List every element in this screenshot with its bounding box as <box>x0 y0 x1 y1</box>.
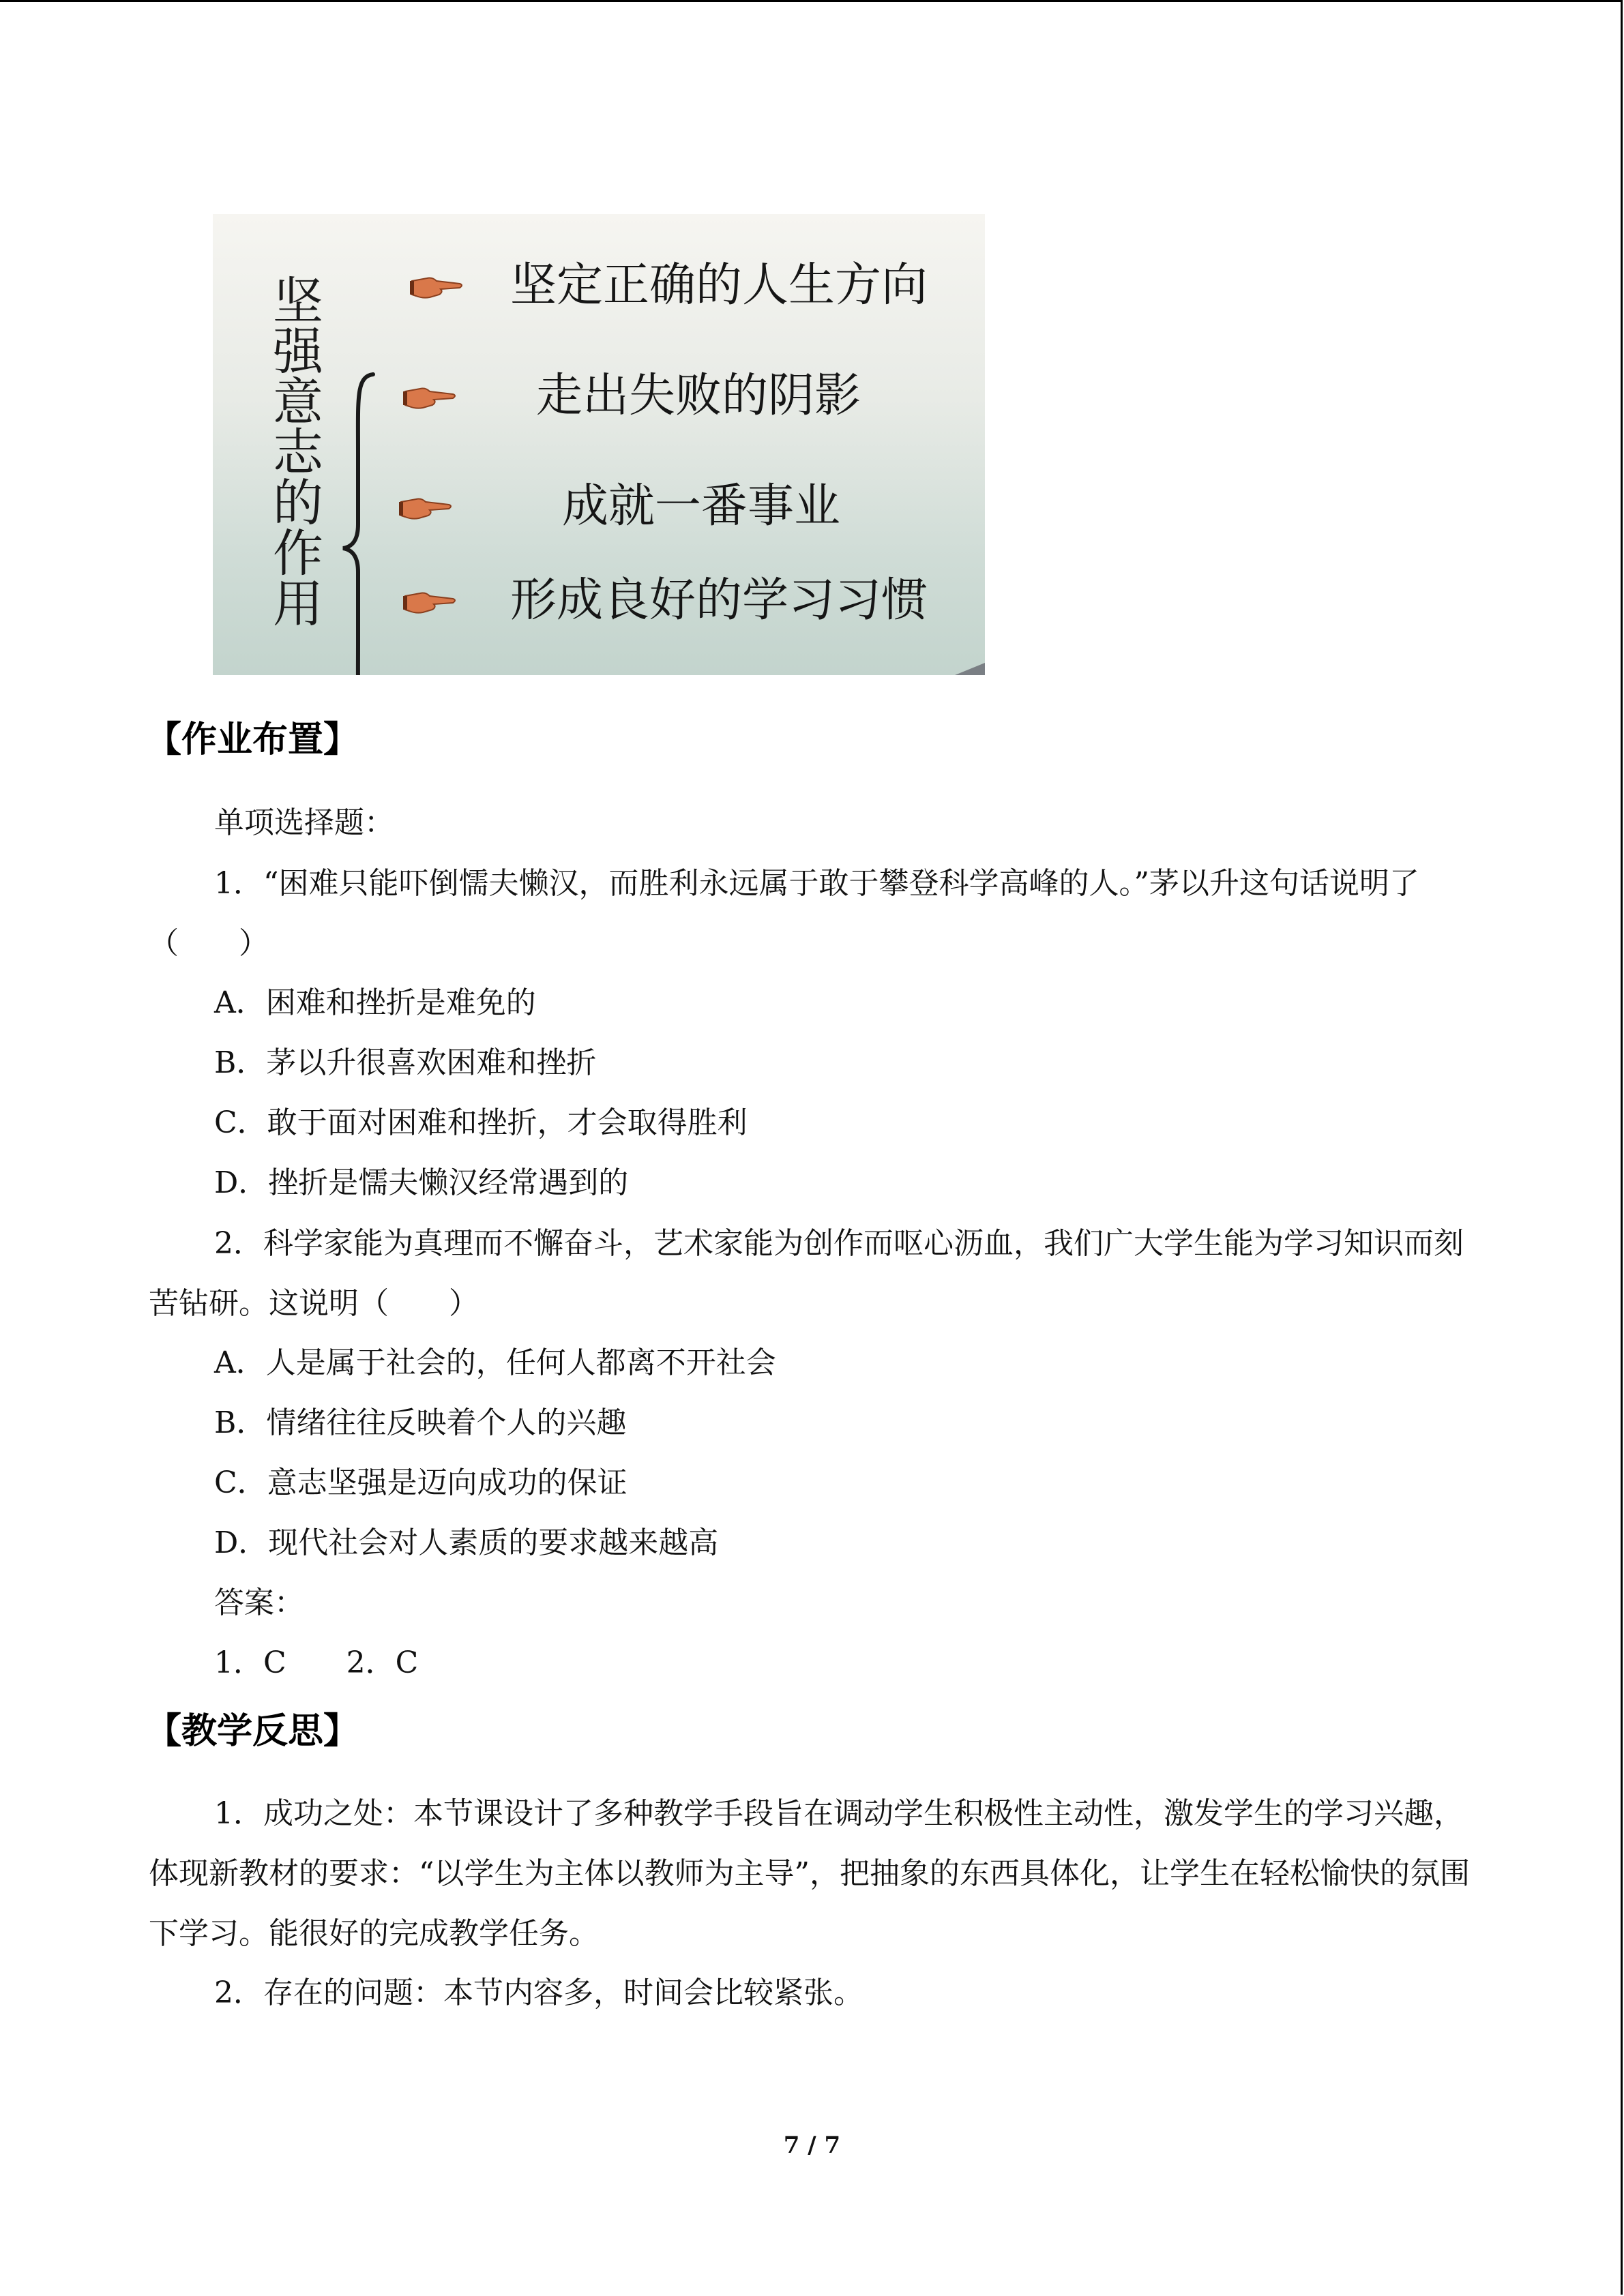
reflection-paragraph-2: 2．存在的问题：本节内容多，时间会比较紧张。 <box>214 1976 863 2010</box>
reflection-heading: 【教学反思】 <box>146 1711 359 1752</box>
question-2-stem: 2．科学家能为真理而不懈奋斗，艺术家能为创作而呕心沥血，我们广大学生能为学习知识而刻苦钻研。这说明（ ） <box>149 1226 1464 1321</box>
homework-intro: 单项选择题： <box>214 805 394 840</box>
question-1-option-d: D．挫折是懦夫懒汉经常遇到的 <box>214 1165 629 1200</box>
figure-item-4 <box>213 570 985 631</box>
figure-corner <box>955 663 985 675</box>
pointing-hand-icon <box>402 385 457 412</box>
question-1-option-b: B．茅以升很喜欢困难和挫折 <box>214 1045 597 1080</box>
pointing-hand-icon <box>409 274 464 301</box>
figure-item-3 <box>213 476 985 537</box>
pointing-hand-icon <box>402 589 457 616</box>
question-1-stem: 1．“困难只能吓倒懦夫懒汉，而胜利永远属于敢于攀登科学高峰的人。”茅以升这句话说明了（ ） <box>149 866 1419 961</box>
slide-figure <box>213 214 985 675</box>
figure-item-text: 形成良好的学习习惯 <box>510 573 928 627</box>
figure-item-text: 走出失败的阴影 <box>536 369 861 423</box>
figure-item-1 <box>213 255 985 316</box>
figure-item-text: 坚定正确的人生方向 <box>510 258 928 312</box>
figure-item-2 <box>213 366 985 427</box>
question-2-option-d: D．现代社会对人素质的要求越来越高 <box>214 1525 719 1560</box>
question-2-option-c: C．意志坚强是迈向成功的保证 <box>214 1465 628 1500</box>
figure-item-text: 成就一番事业 <box>562 479 841 533</box>
question-2-option-a: A．人是属于社会的，任何人都离不开社会 <box>214 1345 776 1380</box>
reflection-paragraph-1: 1．成功之处：本节课设计了多种教学手段旨在调动学生积极性主动性，激发学生的学习兴趣，体现新教材的要求：“以学生为主体以教师为主导”，把抽象的东西具体化，让学生在轻松愉快的氛围下学习。能很好的完成教学任务。 <box>149 1796 1470 1951</box>
answer-label: 答案： <box>214 1585 304 1620</box>
pointing-hand-icon <box>398 495 453 522</box>
figure-vertical-title: 坚强意志的作用 <box>265 274 323 627</box>
homework-heading: 【作业布置】 <box>146 719 359 760</box>
page-number: 7 / 7 <box>783 2132 841 2159</box>
question-2-option-b: B．情绪往往反映着个人的兴趣 <box>214 1405 627 1440</box>
question-1-option-a: A．困难和挫折是难免的 <box>214 985 536 1020</box>
question-1-option-c: C．敢于面对困难和挫折，才会取得胜利 <box>214 1105 748 1140</box>
answer-values: 1．C 2．C <box>214 1645 419 1680</box>
